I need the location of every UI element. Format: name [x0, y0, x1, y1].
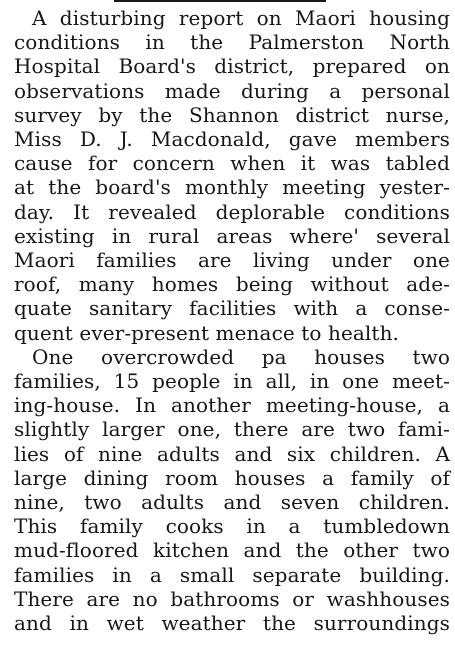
- text-line: day. It revealed deplorable conditions: [14, 199, 450, 224]
- text-line: mud-floored kitchen and the other two: [14, 538, 450, 563]
- column-rule: [114, 0, 326, 2]
- text-line: observations made during a personal: [14, 78, 450, 103]
- text-line: Maori families are living under one: [14, 248, 450, 273]
- article-body: [14, 6, 450, 635]
- text-line: lies of nine adults and six children. A: [14, 441, 450, 466]
- text-line: Miss D. J. Macdonald, gave members: [14, 127, 450, 152]
- text-line: large dining room houses a family of: [14, 465, 450, 490]
- text-line: nine, two adults and seven children.: [14, 490, 450, 515]
- text-line: One overcrowded pa houses two: [32, 344, 450, 369]
- text-line: ing-house. In another meeting-house, a: [14, 393, 450, 418]
- text-line: conditions in the Palmerston North: [14, 30, 450, 55]
- text-line: at the board's monthly meeting yester-: [14, 175, 450, 200]
- text-line: There are no bathrooms or washhouses: [14, 586, 450, 611]
- text-line: This family cooks in a tumbledown: [14, 514, 450, 539]
- text-line: Hospital Board's district, prepared on: [14, 54, 450, 79]
- text-line: families in a small separate building.: [14, 562, 450, 587]
- text-line: A disturbing report on Maori housing: [32, 6, 450, 30]
- text-line: roof, many homes being without ade-: [14, 272, 450, 297]
- paragraph-2: [14, 345, 450, 635]
- text-line: quent ever-present menace to health.: [14, 320, 400, 345]
- text-line: and in wet weather the surroundings: [14, 611, 450, 636]
- text-line: cause for concern when it was tabled: [14, 151, 450, 176]
- text-line: existing in rural areas where' several: [14, 223, 450, 248]
- paragraph-1: [14, 6, 450, 345]
- text-line: survey by the Shannon district nurse,: [14, 102, 450, 127]
- text-line: families, 15 people in all, in one meet-: [14, 369, 450, 394]
- text-line: quate sanitary facilities with a conse-: [14, 296, 450, 321]
- text-line: slightly larger one, there are two fami-: [14, 417, 450, 442]
